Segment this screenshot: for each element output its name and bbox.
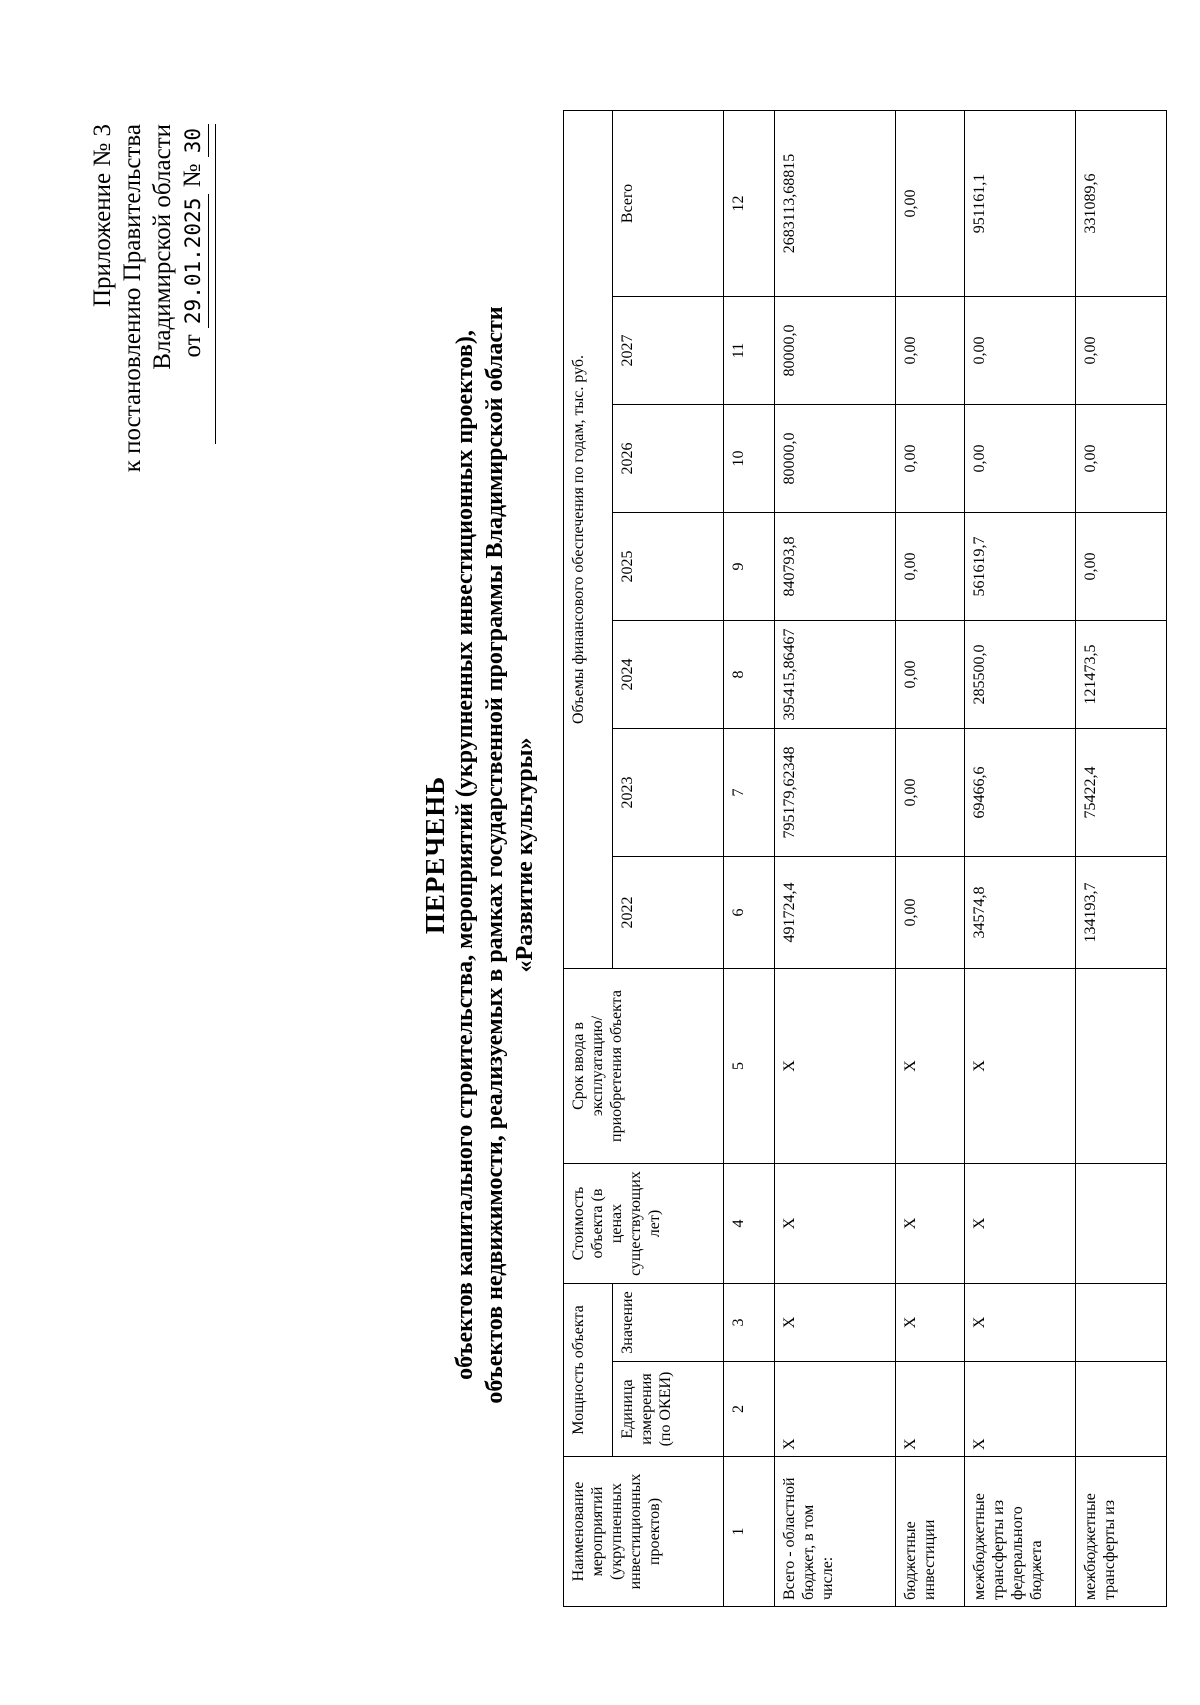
- row-2022: 34574,8: [965, 857, 1076, 969]
- annex-date: 29.01.2025: [178, 194, 209, 328]
- col-number: 5: [724, 969, 775, 1164]
- row-term: [1076, 969, 1167, 1164]
- header-year-2027: 2027: [613, 297, 724, 405]
- number-prefix: №: [179, 163, 206, 188]
- row-2027: 0,00: [965, 297, 1076, 405]
- row-2025: 561619,7: [965, 513, 1076, 621]
- header-year-2024: 2024: [613, 621, 724, 729]
- col-number: 12: [724, 110, 775, 296]
- annex-block: [88, 124, 216, 764]
- row-cost: Х: [896, 1164, 965, 1284]
- annex-underline: [209, 124, 216, 444]
- row-2027: 0,00: [1076, 297, 1167, 405]
- col-number: 7: [724, 729, 775, 857]
- annex-number: 30: [178, 124, 209, 157]
- table-row: [775, 110, 896, 1606]
- header-year-2022: 2022: [613, 857, 724, 969]
- annex-line-3: Владимирской области: [149, 124, 176, 370]
- row-name: бюджетные инвестиции: [896, 1457, 965, 1607]
- date-prefix: от: [179, 334, 206, 358]
- row-2027: 80000,0: [775, 297, 896, 405]
- row-value: Х: [896, 1284, 965, 1362]
- col-number: 10: [724, 405, 775, 513]
- row-total: 331089,6: [1076, 110, 1167, 296]
- title-line-3: «Развитие культуры»: [512, 737, 538, 973]
- row-2027: 0,00: [896, 297, 965, 405]
- row-term: Х: [896, 969, 965, 1164]
- col-number: 11: [724, 297, 775, 405]
- row-2026: 0,00: [1076, 405, 1167, 513]
- row-2026: 80000,0: [775, 405, 896, 513]
- col-number: 9: [724, 513, 775, 621]
- table-row: [965, 110, 1076, 1606]
- row-unit: Х: [775, 1362, 896, 1457]
- row-2024: 121473,5: [1076, 621, 1167, 729]
- header-year-2026: 2026: [613, 405, 724, 513]
- row-term: Х: [965, 969, 1076, 1164]
- title-heading: ПЕРЕЧЕНЬ: [420, 775, 450, 935]
- col-number: 4: [724, 1164, 775, 1284]
- row-value: Х: [965, 1284, 1076, 1362]
- header-year-2025: 2025: [613, 513, 724, 621]
- col-number: 2: [724, 1362, 775, 1457]
- row-2022: 134193,7: [1076, 857, 1167, 969]
- row-term: Х: [775, 969, 896, 1164]
- row-total: 2683113,68815: [775, 110, 896, 296]
- row-2024: 395415,86467: [775, 621, 896, 729]
- annex-date-line: [178, 124, 209, 764]
- row-2023: 795179,62348: [775, 729, 896, 857]
- annex-line-1: Приложение № 3: [89, 124, 116, 308]
- row-name: Всего - областной бюджет, в том числе:: [775, 1457, 896, 1607]
- header-name: Наименование мероприятий (укрупненных инвестиционных проектов): [564, 1457, 724, 1607]
- row-2025: 0,00: [896, 513, 965, 621]
- header-total: Всего: [613, 110, 724, 296]
- column-numbers-row: [724, 110, 775, 1606]
- row-cost: Х: [965, 1164, 1076, 1284]
- row-name: межбюджетные трансферты из федерального бюджета: [965, 1457, 1076, 1607]
- row-2024: 285500,0: [965, 621, 1076, 729]
- header-funding: Объемы финансового обеспечения по годам, тыс. руб.: [564, 110, 613, 968]
- objects-table: [563, 110, 1167, 1607]
- row-2023: 0,00: [896, 729, 965, 857]
- title-line-1: объектов капитального строительства, мероприятий (укрупненных инвестиционных проектов),: [452, 330, 478, 1380]
- col-number: 3: [724, 1284, 775, 1362]
- row-2025: 0,00: [1076, 513, 1167, 621]
- row-total: 0,00: [896, 110, 965, 296]
- col-number: 8: [724, 621, 775, 729]
- document-title: [420, 105, 540, 1605]
- row-value: [1076, 1284, 1167, 1362]
- row-total: 951161,1: [965, 110, 1076, 296]
- col-number: 1: [724, 1457, 775, 1607]
- table-row: [1076, 110, 1167, 1606]
- row-2022: 0,00: [896, 857, 965, 969]
- row-2024: 0,00: [896, 621, 965, 729]
- header-year-2023: 2023: [613, 729, 724, 857]
- row-unit: Х: [896, 1362, 965, 1457]
- row-2023: 75422,4: [1076, 729, 1167, 857]
- header-term: Срок ввода в эксплуатацию/приобретения объекта: [564, 969, 724, 1164]
- header-row-1: [564, 110, 613, 1606]
- col-number: 6: [724, 857, 775, 969]
- header-capacity: Мощность объекта: [564, 1284, 613, 1457]
- row-name: межбюджетные трансферты из: [1076, 1457, 1167, 1607]
- header-row-2: [613, 110, 724, 1606]
- row-unit: [1076, 1362, 1167, 1457]
- row-2026: 0,00: [965, 405, 1076, 513]
- table-row: [896, 110, 965, 1606]
- title-line-2: объектов недвижимости, реализуемых в рамках государственной программы Владимирской области: [482, 306, 508, 1404]
- annex-line-2: к постановлению Правительства: [119, 124, 146, 473]
- header-unit: Единица измерения (по ОКЕИ): [613, 1362, 724, 1457]
- row-cost: Х: [775, 1164, 896, 1284]
- row-value: Х: [775, 1284, 896, 1362]
- header-value: Значение: [613, 1284, 724, 1362]
- row-2026: 0,00: [896, 405, 965, 513]
- row-2023: 69466,6: [965, 729, 1076, 857]
- header-cost: Стоимость объекта (в ценах существующих лет): [564, 1164, 724, 1284]
- row-2022: 491724,4: [775, 857, 896, 969]
- row-unit: Х: [965, 1362, 1076, 1457]
- row-cost: [1076, 1164, 1167, 1284]
- row-2025: 840793,8: [775, 513, 896, 621]
